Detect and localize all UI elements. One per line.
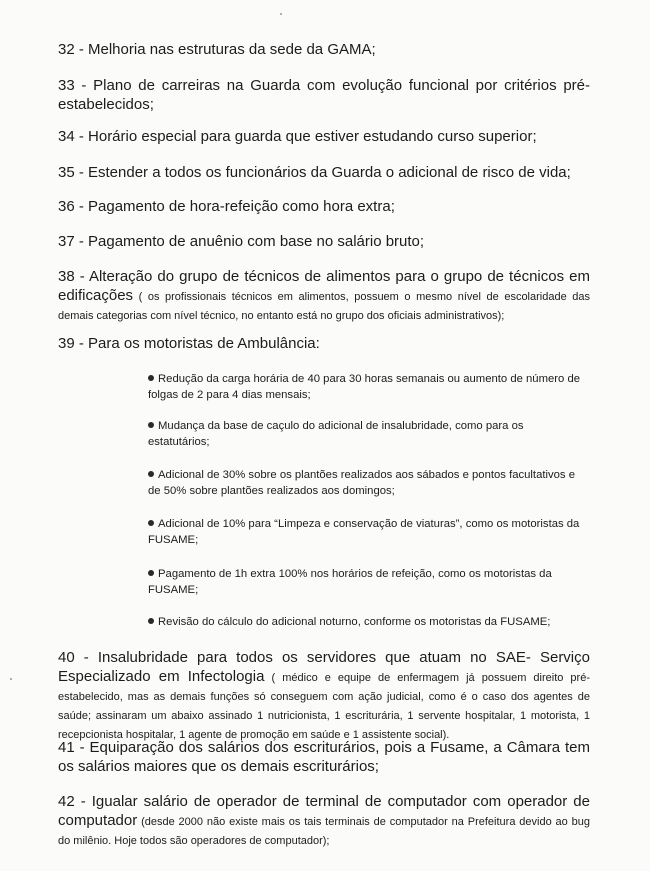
item-38: 38 - Alteração do grupo de técnicos de alimentos para o grupo de técnicos em edificações ( os profissionais técnicos em alimentos, possuem o mesmo nível de escolaridade das demais categorias com nível técnico, no entanto está no grupo dos oficiais administrativos); [58,268,590,322]
item-35: 35 - Estender a todos os funcionários da Guarda o adicional de risco de vida; [58,164,571,181]
sub-item: Adicional de 30% sobre os plantões realizados aos sábados e pontos facultativos e de 50% sobre plantões realizados aos domingos; [148,469,575,497]
sub-item: Pagamento de 1h extra 100% nos horários de refeição, como os motoristas da FUSAME; [148,568,552,596]
sub-item: Adicional de 10% para “Limpeza e conservação de viaturas”, como os motoristas da FUSAME; [148,518,580,546]
scan-speck [280,13,282,15]
item-40: 40 - Insalubridade para todos os servidores que atuam no SAE- Serviço Especializado em Infectologia ( médico e equipe de enfermagem já possuem direito pré-estabelecido, mas as demais funções só conseguem com ação judicial, como é o caso dos agentes de saúde; assinaram um abaixo assinado 1 nutricionista, 1 escriturária, 1 servente hospitalar, 1 motorista, 1 recepcionista hospitalar, 1 agente de promoção em saúde e 1 assistente social). [58,649,590,741]
item-36: 36 - Pagamento de hora-refeição como hora extra; [58,198,395,215]
bullet-icon [148,618,154,624]
item-37: 37 - Pagamento de anuênio com base no salário bruto; [58,233,425,250]
item-39: 39 - Para os motoristas de Ambulância: [58,335,320,352]
bullet-icon [148,520,154,526]
bullet-icon [148,471,154,477]
sub-item: Revisão do cálculo do adicional noturno, conforme os motoristas da FUSAME; [148,614,588,630]
scan-speck [10,678,12,680]
bullet-icon [148,375,154,381]
item-32: 32 - Melhoria nas estruturas da sede da GAMA; [58,41,376,58]
sub-item: Redução da carga horária de 40 para 30 horas semanais ou aumento de número de folgas de 2 para 4 dias mensais; [148,373,581,401]
item-41: 41 - Equiparação dos salários dos escriturários, pois a Fusame, a Câmara tem os salários maiores que os demais escriturários; [58,739,590,775]
bullet-icon [148,422,154,428]
bullet-icon [148,570,154,576]
item-42: 42 - Igualar salário de operador de terminal de computador com operador de computador (desde 2000 não existe mais os tais terminais de computador na Prefeitura devido ao bug do milênio. Hoje todos são operadores de computador); [58,793,590,847]
sub-item: Mudança da base de caçulo do adicional de insalubridade, como para os estatutários; [148,420,524,448]
item-33: 33 - Plano de carreiras na Guarda com evolução funcional por critérios pré-estabelecidos; [58,77,590,113]
item-34: 34 - Horário especial para guarda que estiver estudando curso superior; [58,128,537,145]
